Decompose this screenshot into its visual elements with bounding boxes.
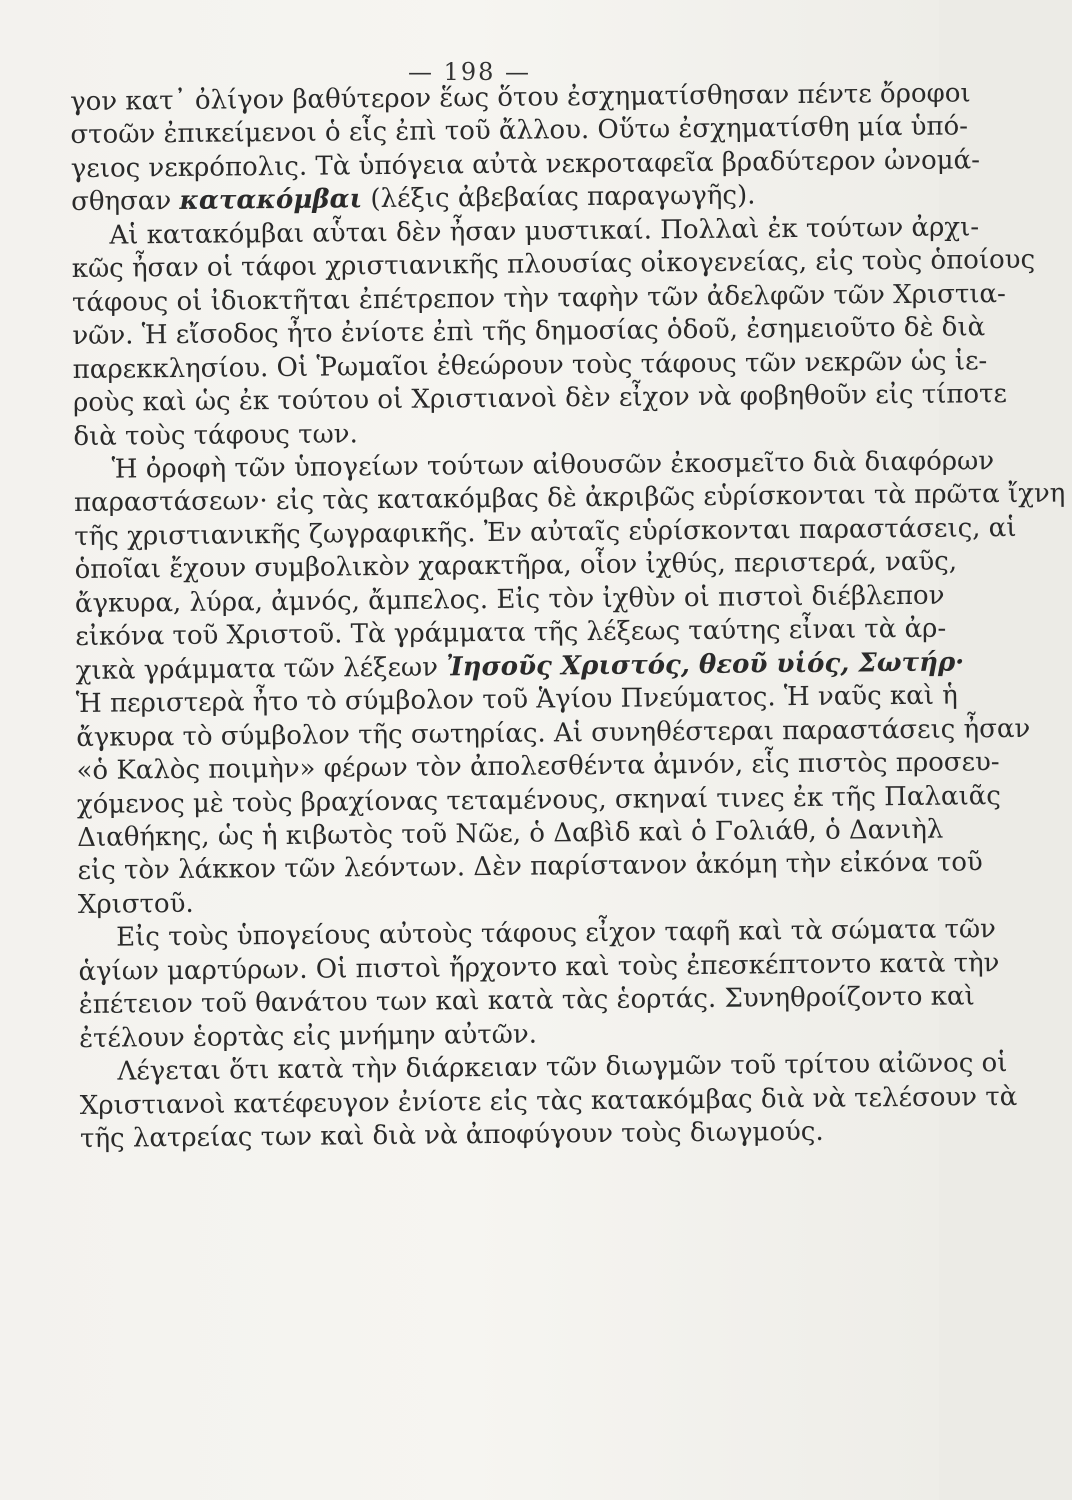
- text-run: χόμενος μὲ τοὺς βραχίονας τεταμένους, σκηναί τινες ἐκ τῆς Παλαιᾶς: [76, 780, 1001, 820]
- text-run: εἰκόνα τοῦ Χριστοῦ. Τὰ γράμματα τῆς λέξεως ταύτης εἶναι τὰ ἀρ-: [75, 613, 947, 653]
- text-run: Χριστιανοὶ κατέφευγον ἐνίοτε εἰς τὰς κατακόμβας διὰ νὰ τελέσουν τὰ: [79, 1081, 1018, 1121]
- text-run: Ἡ περιστερὰ ἦτο τὸ σύμβολον τοῦ Ἁγίου Πνεύματος. Ἡ ναῦς καὶ ἡ: [75, 680, 958, 720]
- text-line: [80, 1115, 920, 1157]
- paragraph: [71, 212, 1036, 454]
- text-run: εἰς τὸν λάκκον τῶν λεόντων. Δὲν παρίστανον ἀκόμη τὴν εἰκόνα τοῦ: [77, 847, 983, 887]
- text-run: Ἡ ὀροφὴ τῶν ὑπογείων τούτων αἰθουσῶν ἐκοσμεῖτο διὰ διαφόρων: [111, 446, 995, 485]
- text-run: κῶς ἦσαν οἱ τάφοι χριστιανικῆς πλουσίας οἰκογενείας, εἰς τοὺς ὁποίους: [71, 245, 1036, 285]
- text-run: τῆς χριστιανικῆς ζωγραφικῆς. Ἐν αὐταῖς εὑρίσκονται παραστάσεις, αἱ: [74, 512, 1017, 552]
- emphasized-text: Ἰησοῦς Χριστός, θεοῦ υἱός, Σωτήρ·: [446, 647, 965, 683]
- text-run: παραστάσεων· εἰς τὰς κατακόμβας δὲ ἀκριβῶς εὑρίσκονται τὰ πρῶτα ἴχνη: [73, 478, 1066, 519]
- text-run: τῆς λατρείας των καὶ διὰ νὰ ἀποφύγουν τοὺς διωγμούς.: [79, 1116, 824, 1154]
- text-run: ροὺς καὶ ὡς ἐκ τούτου οἱ Χριστιανοὶ δὲν εἶχον νὰ φοβηθοῦν εἰς τίποτε: [72, 379, 1008, 419]
- paragraph: [78, 914, 1000, 1056]
- text-run: Χριστοῦ.: [77, 888, 194, 920]
- text-run: γειος νεκρόπολις. Τὰ ὑπόγεια αὐτὰ νεκροταφεῖα βραδύτερον ὠνομά-: [70, 145, 981, 184]
- paragraph: [73, 446, 1066, 922]
- text-run: ἐτέλουν ἑορτὰς εἰς μνήμην αὐτῶν.: [79, 1019, 538, 1054]
- text-run: ἁγίων μαρτύρων. Οἱ πιστοὶ ἤρχοντο καὶ τοὺς ἐπεσκέπτοντο κατὰ τὴν: [78, 947, 1000, 987]
- text-run: διὰ τοὺς τάφους των.: [73, 418, 358, 452]
- text-run: Εἰς τοὺς ὑπογείους αὐτοὺς τάφους εἶχον ταφῆ καὶ τὰ σώματα τῶν: [116, 914, 997, 953]
- text-run: Λέγεται ὅτι κατὰ τὴν διάρκειαν τῶν διωγμῶν τοῦ τρίτου αἰῶνος οἱ: [117, 1048, 1008, 1087]
- paragraph: [79, 1048, 1018, 1156]
- paragraph: [70, 78, 981, 220]
- body-text: [70, 78, 1066, 1157]
- page-number: — 198 —: [407, 58, 532, 86]
- text-run: ὁποῖαι ἔχουν συμβολικὸν χαρακτῆρα, οἷον ἰχθύς, περιστερά, ναῦς,: [74, 546, 958, 586]
- text-run: Αἱ κατακόμβαι αὗται δὲν ἦσαν μυστικαί. Πολλαὶ ἐκ τούτων ἀρχι-: [109, 212, 980, 251]
- text-run: νῶν. Ἡ εἴσοδος ἦτο ἐνίοτε ἐπὶ τῆς δημοσίας ὁδοῦ, ἐσημειοῦτο δὲ διὰ: [72, 312, 986, 352]
- text-run: (λέξις ἀβεβαίας παραγωγῆς).: [362, 180, 756, 215]
- emphasized-text: κατακόμβαι: [179, 184, 363, 217]
- text-run: παρεκκλησίου. Οἱ Ῥωμαῖοι ἐθεώρουν τοὺς τάφους τῶν νεκρῶν ὡς ἱε-: [72, 345, 988, 385]
- text-run: χικὰ γράμματα τῶν λέξεων: [75, 652, 447, 686]
- text-run: ἄγκυρα τὸ σύμβολον τῆς σωτηρίας. Αἱ συνηθέστεραι παραστάσεις ἦσαν: [76, 713, 1031, 753]
- text-run: «ὁ Καλὸς ποιμὴν» φέρων τὸν ἀπολεσθέντα ἀμνόν, εἷς πιστὸς προσευ-: [76, 747, 1000, 787]
- text-run: ἐπέτειον τοῦ θανάτου των καὶ κατὰ τὰς ἑορτάς. Συνηθροίζοντο καὶ: [78, 981, 975, 1021]
- text-run: τάφους οἱ ἰδιοκτῆται ἐπέτρεπον τὴν ταφὴν τῶν ἀδελφῶν τῶν Χριστια-: [71, 278, 1006, 318]
- text-run: σθησαν: [70, 186, 180, 218]
- text-run: γον κατ᾽ ὀλίγον βαθύτερον ἕως ὅτου ἐσχηματίσθησαν πέντε ὄροφοι: [70, 78, 971, 117]
- text-run: ἄγκυρα, λύρα, ἀμνός, ἄμπελος. Εἰς τὸν ἰχθὺν οἱ πιστοὶ διέβλεπον: [74, 580, 945, 619]
- text-run: Διαθήκης, ὡς ἡ κιβωτὸς τοῦ Νῶε, ὁ Δαβὶδ καὶ ὁ Γολιάθ, ὁ Δανιὴλ: [77, 814, 944, 853]
- text-run: στοῶν ἐπικείμενοι ὁ εἷς ἐπὶ τοῦ ἄλλου. Οὕτω ἐσχηματίσθη μία ὑπό-: [70, 111, 969, 151]
